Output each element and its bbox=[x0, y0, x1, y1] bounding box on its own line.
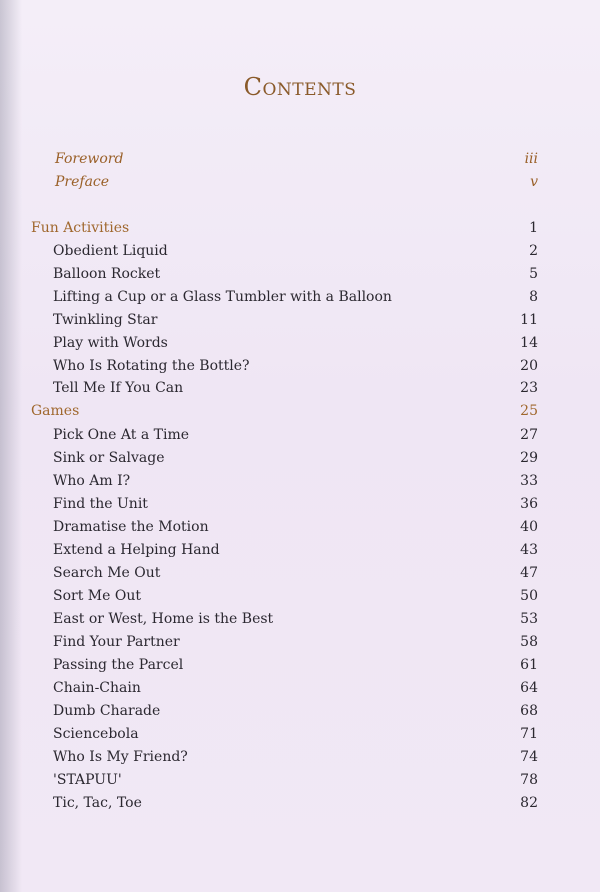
toc-entry-label: Find the Unit bbox=[53, 496, 148, 512]
toc-entry[interactable] bbox=[0, 471, 600, 491]
toc-section-fun-activities[interactable] bbox=[0, 218, 600, 238]
toc-entry-label: Play with Words bbox=[53, 335, 168, 351]
toc-section-games[interactable] bbox=[0, 401, 600, 421]
toc-entry[interactable] bbox=[0, 747, 600, 767]
toc-entry-page: 53 bbox=[520, 611, 538, 627]
toc-entry[interactable] bbox=[0, 770, 600, 790]
toc-entry-page: 64 bbox=[520, 680, 538, 696]
toc-entry-label: Foreword bbox=[55, 151, 124, 167]
toc-entry[interactable] bbox=[0, 586, 600, 606]
toc-entry[interactable] bbox=[0, 724, 600, 744]
page-title: Contents bbox=[243, 73, 357, 101]
toc-entry-page: 20 bbox=[520, 358, 538, 374]
toc-entry-label: Extend a Helping Hand bbox=[53, 542, 220, 558]
toc-entry-label: Dumb Charade bbox=[53, 703, 161, 719]
toc-entry-page: 58 bbox=[520, 634, 538, 650]
toc-entry-page: 23 bbox=[520, 380, 538, 396]
toc-entry[interactable] bbox=[0, 793, 600, 813]
toc-entry-label: Sink or Salvage bbox=[53, 450, 165, 466]
toc-entry-label: Twinkling Star bbox=[53, 312, 158, 328]
toc-entry-label: Tic, Tac, Toe bbox=[53, 795, 142, 811]
toc-entry-label: Balloon Rocket bbox=[53, 266, 161, 282]
toc-entry-label: Tell Me If You Can bbox=[53, 380, 184, 396]
toc-entry-page: 68 bbox=[520, 703, 538, 719]
toc-section-page: 25 bbox=[520, 403, 538, 419]
toc-entry[interactable] bbox=[0, 310, 600, 330]
toc-entry-label: Sort Me Out bbox=[53, 588, 141, 604]
toc-entry-label: Lifting a Cup or a Glass Tumbler with a Balloon bbox=[53, 289, 392, 305]
toc-entry-page: 11 bbox=[520, 312, 538, 328]
toc-entry[interactable] bbox=[0, 609, 600, 629]
toc-entry-label: Sciencebola bbox=[53, 726, 139, 742]
toc-entry-page: 33 bbox=[520, 473, 538, 489]
toc-entry-page: 78 bbox=[520, 772, 538, 788]
toc-entry-label: Dramatise the Motion bbox=[53, 519, 209, 535]
toc-entry-foreword[interactable] bbox=[0, 149, 600, 169]
toc-entry[interactable] bbox=[0, 287, 600, 307]
toc-entry-page: 82 bbox=[520, 795, 538, 811]
toc-entry[interactable] bbox=[0, 701, 600, 721]
toc-entry[interactable] bbox=[0, 356, 600, 376]
toc-entry-label: 'STAPUU' bbox=[53, 772, 122, 788]
toc-entry-page: 61 bbox=[520, 657, 538, 673]
toc-entry-label: Chain-Chain bbox=[53, 680, 141, 696]
toc-entry[interactable] bbox=[0, 563, 600, 583]
toc-entry[interactable] bbox=[0, 333, 600, 353]
toc-entry[interactable] bbox=[0, 678, 600, 698]
toc-entry-page: 47 bbox=[520, 565, 538, 581]
toc-entry-preface[interactable] bbox=[0, 172, 600, 192]
toc-entry-label: Find Your Partner bbox=[53, 634, 180, 650]
toc-entry-page: 71 bbox=[520, 726, 538, 742]
toc-entry[interactable] bbox=[0, 378, 600, 398]
toc-entry[interactable] bbox=[0, 425, 600, 445]
toc-entry-label: Search Me Out bbox=[53, 565, 161, 581]
toc-entry-label: Passing the Parcel bbox=[53, 657, 184, 673]
toc-entry[interactable] bbox=[0, 540, 600, 560]
toc-entry[interactable] bbox=[0, 494, 600, 514]
toc-entry-page: 40 bbox=[520, 519, 538, 535]
toc-entry[interactable] bbox=[0, 448, 600, 468]
toc-section-page: 1 bbox=[529, 220, 538, 236]
toc-entry-page: 29 bbox=[520, 450, 538, 466]
toc-entry[interactable] bbox=[0, 655, 600, 675]
toc-entry-label: Who Am I? bbox=[53, 473, 131, 489]
toc-entry-page: 43 bbox=[520, 542, 538, 558]
toc-section-label: Fun Activities bbox=[31, 220, 130, 236]
toc-entry-page: 36 bbox=[520, 496, 538, 512]
toc-entry-label: East or West, Home is the Best bbox=[53, 611, 274, 627]
toc-entry-page: iii bbox=[524, 151, 538, 167]
toc-entry-page: v bbox=[530, 174, 538, 190]
toc-entry-label: Preface bbox=[55, 174, 110, 190]
toc-entry[interactable] bbox=[0, 632, 600, 652]
toc-entry[interactable] bbox=[0, 517, 600, 537]
toc-entry-page: 5 bbox=[529, 266, 538, 282]
toc-entry-page: 74 bbox=[520, 749, 538, 765]
toc-entry-page: 14 bbox=[520, 335, 538, 351]
toc-entry-label: Obedient Liquid bbox=[53, 243, 168, 259]
toc-entry-page: 27 bbox=[520, 427, 538, 443]
toc-entry-label: Who Is Rotating the Bottle? bbox=[53, 358, 250, 374]
toc-entry-page: 8 bbox=[529, 289, 538, 305]
toc-entry-page: 2 bbox=[529, 243, 538, 259]
toc-entry-label: Who Is My Friend? bbox=[53, 749, 188, 765]
toc-entry[interactable] bbox=[0, 264, 600, 284]
toc-entry-page: 50 bbox=[520, 588, 538, 604]
toc-entry[interactable] bbox=[0, 241, 600, 261]
toc-section-label: Games bbox=[31, 403, 80, 419]
toc-entry-label: Pick One At a Time bbox=[53, 427, 190, 443]
